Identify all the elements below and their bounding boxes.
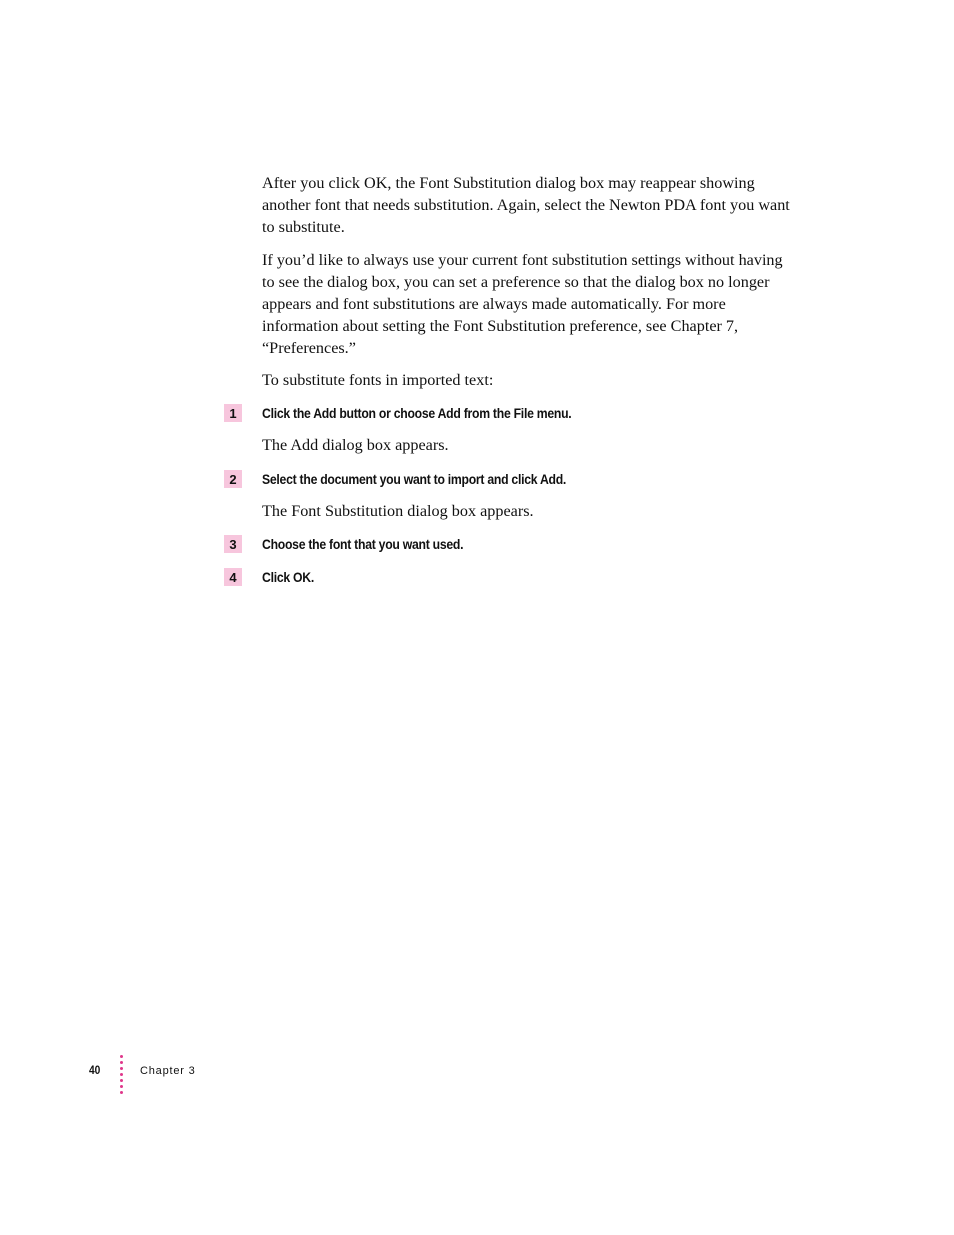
step-4 (224, 568, 314, 586)
step-number-badge: 1 (224, 404, 242, 422)
step-2 (224, 470, 567, 488)
step-number-badge: 2 (224, 470, 242, 488)
step-text: Click the Add button or choose Add from the File menu. (262, 405, 572, 421)
paragraph-font-substitution-reappear: After you click OK, the Font Substitution dialog box may reappear showing another font that needs substitution. Again, select the Newton PDA font you want to substitute. (262, 174, 790, 236)
step-text: Select the document you want to import and click Add. (262, 471, 567, 487)
step-number-badge: 3 (224, 535, 242, 553)
step-number-badge: 4 (224, 568, 242, 586)
footer-dotted-divider (120, 1055, 124, 1095)
step-text: Click OK. (262, 569, 314, 585)
step-2-result: The Font Substitution dialog box appears. (262, 502, 534, 520)
chapter-label: Chapter 3 (140, 1065, 196, 1077)
page-number: 40 (89, 1063, 101, 1077)
paragraph-preference-info: If you’d like to always use your current font substitution settings without having to see the dialog box, you can set a preference so that the dialog box no longer appears and font substitutions are always made automatically. For more information about setting the Font Substitution preference, see Chapter 7, “Preferences.” (262, 251, 783, 357)
step-1 (224, 404, 572, 422)
paragraph-procedure-intro: To substitute fonts in imported text: (262, 371, 494, 389)
step-3 (224, 535, 464, 553)
step-text: Choose the font that you want used. (262, 536, 464, 552)
step-1-result: The Add dialog box appears. (262, 436, 449, 454)
